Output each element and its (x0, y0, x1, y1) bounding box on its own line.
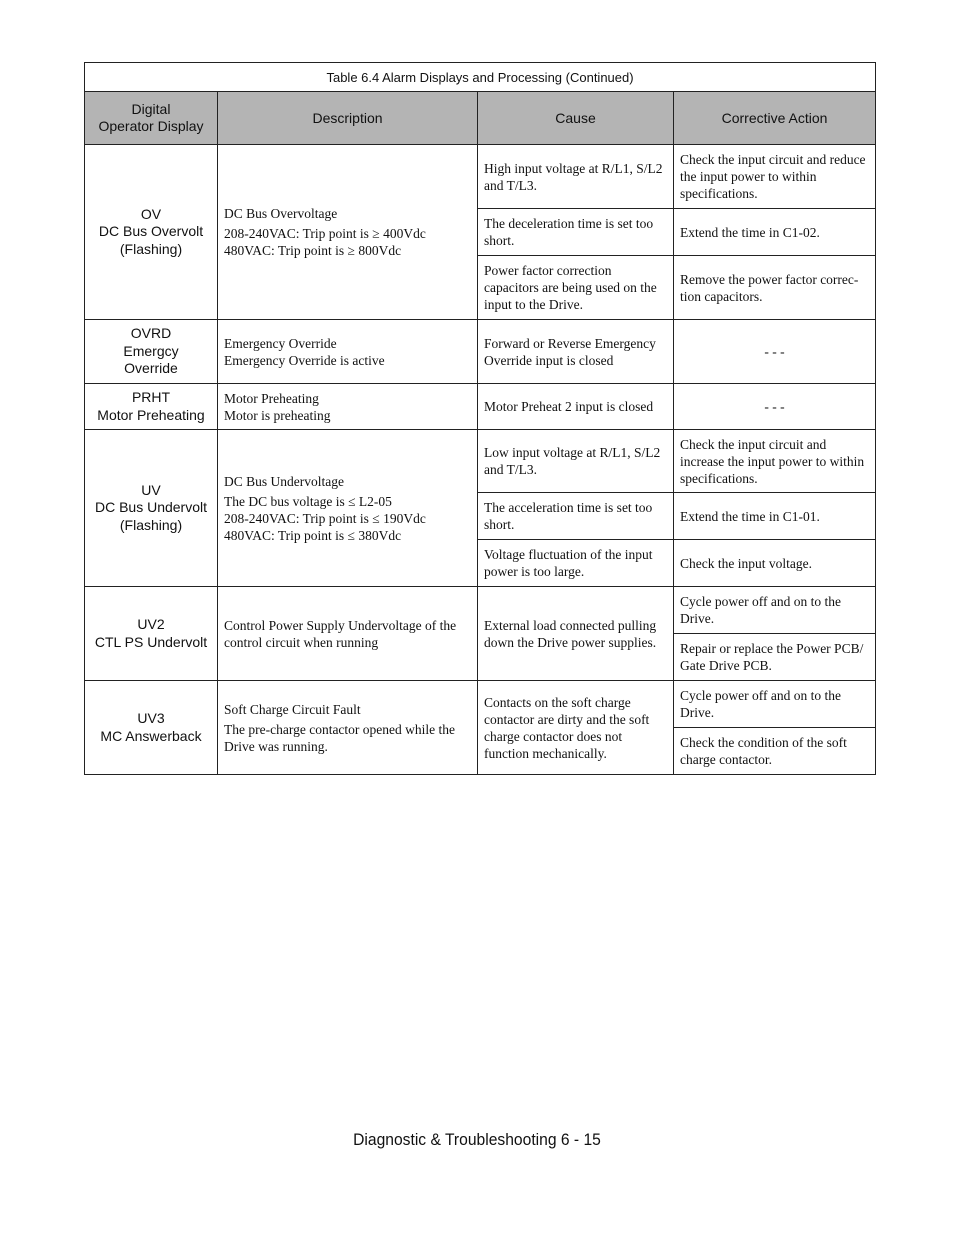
display-ov: OV DC Bus Overvolt (Flashing) (85, 145, 218, 320)
cause-cell: Low input voltage at R/L1, S/L2 and T/L3. (478, 430, 674, 493)
table-row (85, 384, 876, 430)
description-ov: DC Bus Overvoltage 208-240VAC: Trip point is ≥ 400Vdc 480VAC: Trip point is ≥ 800Vdc (218, 145, 478, 320)
cause-cell: External load connected pulling down the Drive power supplies. (478, 587, 674, 681)
action-cell: Check the input circuit and increase the input power to within specifications. (674, 430, 876, 493)
header-corrective-action: Corrective Action (674, 92, 876, 145)
alarm-table (84, 62, 876, 775)
display-uv3: UV3 MC Answerback (85, 681, 218, 775)
description-uv3: Soft Charge Circuit Fault The pre-charge contactor opened while the Drive was running. (218, 681, 478, 775)
table-row (85, 681, 876, 728)
description-uv: DC Bus Undervoltage The DC bus voltage is ≤ L2-05 208-240VAC: Trip point is ≤ 190Vdc 480VAC: Trip point is ≤ 380Vdc (218, 430, 478, 587)
cause-cell: The acceleration time is set too short. (478, 493, 674, 540)
action-cell: - - - (674, 320, 876, 384)
cause-cell: Voltage fluctuation of the input power is too large. (478, 540, 674, 587)
table-row (85, 587, 876, 634)
table-row (85, 320, 876, 384)
display-ovrd: OVRD Emergcy Override (85, 320, 218, 384)
description-prht: Motor Preheating Motor is preheating (218, 384, 478, 430)
description-uv2: Control Power Supply Undervoltage of the control circuit when running (218, 587, 478, 681)
display-uv2: UV2 CTL PS Undervolt (85, 587, 218, 681)
action-cell: Check the input circuit and reduce the input power to within specifications. (674, 145, 876, 209)
action-cell: Check the condition of the soft charge contactor. (674, 728, 876, 775)
cause-cell: Contacts on the soft charge contactor are dirty and the soft charge contactor does not function mechanically. (478, 681, 674, 775)
cause-cell: Power factor correction capacitors are being used on the input to the Drive. (478, 256, 674, 320)
action-cell: Extend the time in C1-01. (674, 493, 876, 540)
page-footer: Diagnostic & Troubleshooting 6 - 15 (353, 1130, 601, 1149)
table-caption: Table 6.4 Alarm Displays and Processing (Continued) (85, 63, 876, 92)
display-prht: PRHT Motor Preheating (85, 384, 218, 430)
action-cell: Cycle power off and on to the Drive. (674, 587, 876, 634)
action-cell: Remove the power factor correc- tion capacitors. (674, 256, 876, 320)
cause-cell: The deceleration time is set too short. (478, 209, 674, 256)
header-cause: Cause (478, 92, 674, 145)
cause-cell: Motor Preheat 2 input is closed (478, 384, 674, 430)
action-cell: Extend the time in C1-02. (674, 209, 876, 256)
action-cell: Check the input voltage. (674, 540, 876, 587)
cause-cell: High input voltage at R/L1, S/L2 and T/L3. (478, 145, 674, 209)
table-row (85, 145, 876, 209)
header-display: Digital Operator Display (85, 92, 218, 145)
action-cell: Repair or replace the Power PCB/ Gate Drive PCB. (674, 634, 876, 681)
cause-cell: Forward or Reverse Emergency Override input is closed (478, 320, 674, 384)
action-cell: Cycle power off and on to the Drive. (674, 681, 876, 728)
description-ovrd: Emergency Override Emergency Override is active (218, 320, 478, 384)
action-cell: - - - (674, 384, 876, 430)
display-uv: UV DC Bus Undervolt (Flashing) (85, 430, 218, 587)
table-row (85, 430, 876, 493)
header-description: Description (218, 92, 478, 145)
